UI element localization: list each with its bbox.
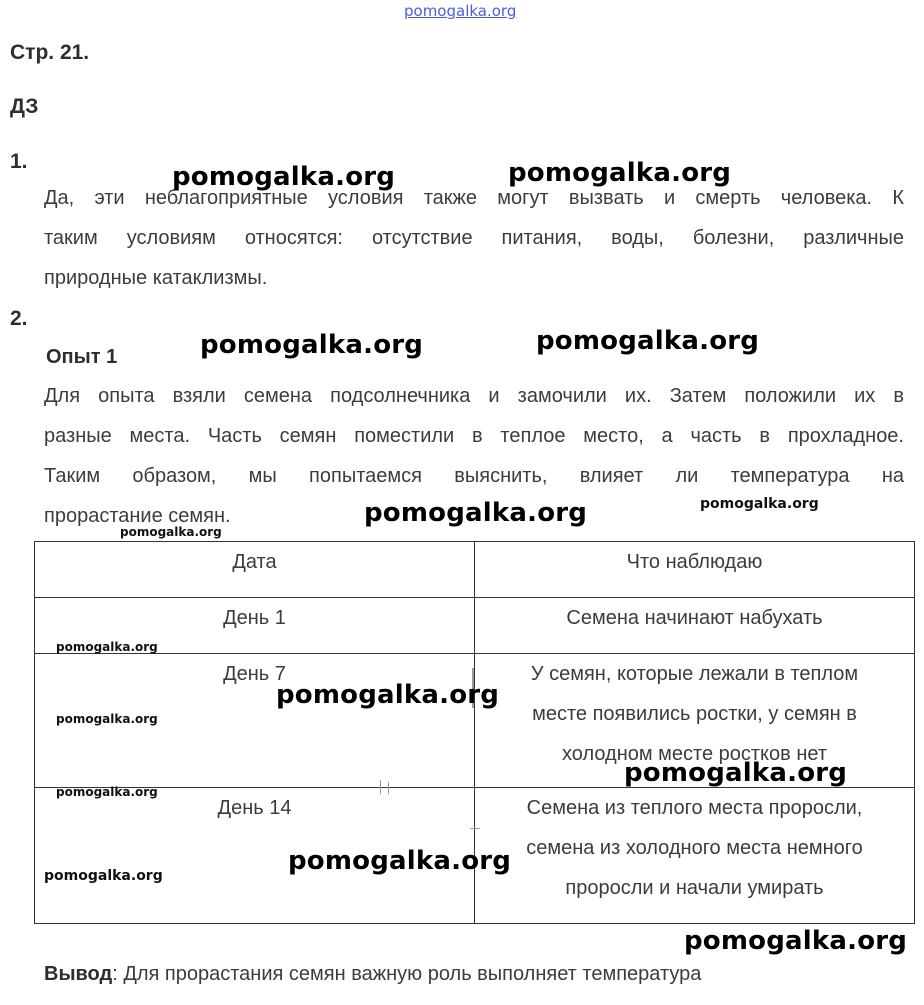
observation-line: проросли и начали умирать: [565, 877, 824, 899]
watermark: pomogalka.org: [508, 158, 732, 188]
q2-line-1: Для опыта взяли семена подсолнечника и замочили их. Затем положили их в: [44, 385, 904, 407]
header-observation: Что наблюдаю: [475, 542, 915, 598]
observation-line: Семена из теплого места проросли,: [526, 797, 863, 819]
scan-artifact: [470, 828, 480, 829]
conclusion: [44, 963, 701, 986]
watermark: pomogalka.org: [172, 162, 396, 192]
watermark: pomogalka.org: [56, 785, 158, 799]
watermark: pomogalka.org: [276, 680, 500, 710]
watermark: pomogalka.org: [56, 712, 158, 726]
scan-artifact: [380, 780, 381, 794]
observation-line: У семян, которые лежали в теплом: [530, 663, 859, 685]
watermark: pomogalka.org: [700, 496, 819, 512]
observation-line: семена из холодного места немного: [526, 837, 863, 859]
date-cell: День 7: [35, 654, 475, 788]
watermark: pomogalka.org: [624, 758, 848, 788]
q2-line-4: прорастание семян.: [44, 505, 231, 527]
observation-cell: [475, 598, 915, 654]
table-row: [35, 598, 915, 654]
conclusion-text: : Для прорастания семян важную роль выполняет температура: [112, 963, 702, 985]
observation-line: Семена начинают набухать: [566, 607, 823, 629]
q2-line-2: разные места. Часть семян поместили в теплое место, а часть в прохладное.: [44, 425, 904, 447]
question-1-answer: [44, 178, 904, 298]
q1-line-2: таким условиям относятся: отсутствие питания, воды, болезни, различные: [44, 227, 904, 249]
experiment-title: Опыт 1: [46, 346, 118, 368]
question-1-number: 1.: [10, 150, 28, 173]
watermark: pomogalka.org: [536, 326, 760, 356]
q1-line-3: природные катаклизмы.: [44, 267, 268, 289]
q1-line-1: Да, эти неблагоприятные условия также могут вызвать и смерть человека. К: [44, 187, 904, 209]
date-cell: День 14: [35, 788, 475, 924]
observation-line: холодном месте ростков нет: [561, 743, 828, 765]
watermark: pomogalka.org: [200, 330, 424, 360]
watermark: pomogalka.org: [120, 525, 222, 539]
question-2-number: 2.: [10, 307, 28, 330]
section-heading: ДЗ: [10, 95, 39, 118]
conclusion-label: Вывод: [44, 963, 113, 985]
watermark: pomogalka.org: [288, 846, 512, 876]
scan-artifact: [388, 782, 389, 794]
watermark-top: pomogalka.org: [404, 2, 517, 20]
q2-line-3: Таким образом, мы попытаемся выяснить, влияет ли температура на: [44, 465, 904, 487]
table-header-row: [35, 542, 915, 598]
page-label: Стр. 21.: [10, 41, 90, 64]
date-cell: День 1: [35, 598, 475, 654]
watermark: pomogalka.org: [684, 926, 908, 956]
observation-cell: [475, 788, 915, 924]
watermark: pomogalka.org: [364, 498, 588, 528]
watermark: pomogalka.org: [56, 640, 158, 654]
observation-line: месте появились ростки, у семян в: [532, 703, 857, 725]
header-date: Дата: [35, 542, 475, 598]
watermark: pomogalka.org: [44, 868, 163, 884]
